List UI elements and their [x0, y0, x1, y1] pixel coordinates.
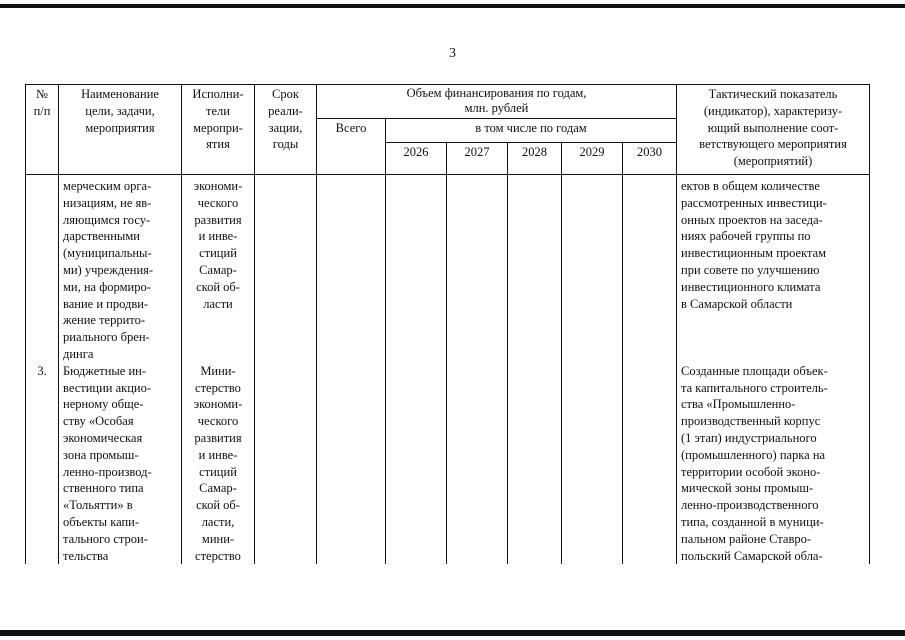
row-number: 3. [26, 363, 59, 565]
program-activities-table [25, 84, 870, 564]
row-indicator: Созданные площади объек- та капитального строитель- ства «Промышленно- производственный корпус (1 этап) индустриального (промышленного) парка на территории особой эконо- мической зоны промыш- ленно-производственного типа, созданной в муници- пальном районе Ставро- польский Самарской обла- [677, 363, 870, 565]
row-2027 [447, 363, 508, 565]
row-number [26, 175, 59, 363]
row-2029 [562, 175, 623, 363]
header-year-2029: 2029 [562, 143, 623, 175]
row-2030 [623, 363, 677, 565]
table-row [26, 175, 870, 363]
table-row [26, 363, 870, 565]
row-2027 [447, 175, 508, 363]
header-including-by-years: в том числе по годам [386, 119, 677, 143]
row-total [317, 363, 386, 565]
row-activity-name: Бюджетные ин- вестиции акцио- нерному обще- ству «Особая экономическая зона промыш- ленно-производ- ственного типа «Тольятти» в объекты капи- тального строи- тельства [59, 363, 182, 565]
row-executor: экономи- ческого развития и инве- стиций Самар- ской об- ласти [182, 175, 255, 363]
row-term [255, 175, 317, 363]
row-term [255, 363, 317, 565]
header-year-2030: 2030 [623, 143, 677, 175]
row-total [317, 175, 386, 363]
header-name: Наименование цели, задачи, мероприятия [59, 85, 182, 175]
row-2026 [386, 175, 447, 363]
header-total: Всего [317, 119, 386, 175]
row-executor: Мини- стерство экономи- ческого развития и инве- стиций Самар- ской об- ласти, мини- стерство [182, 363, 255, 565]
header-indicator: Тактический показатель (индикатор), характеризу- ющий выполнение соот- ветствующего мероприятия (мероприятий) [677, 85, 870, 175]
header-term: Срок реали- зации, годы [255, 85, 317, 175]
page-number: 3 [449, 46, 456, 61]
header-year-2028: 2028 [508, 143, 562, 175]
row-activity-name: мерческим орга- низациям, не яв- ляющимся госу- дарственными (муниципальны- ми) учреждения- ми, на формиро- вание и продви- жение террито- риального брен- динга [59, 175, 182, 363]
bottom-border-rule [0, 630, 905, 636]
row-2030 [623, 175, 677, 363]
header-year-2026: 2026 [386, 143, 447, 175]
row-2028 [508, 175, 562, 363]
top-border-rule [0, 4, 905, 8]
header-year-2027: 2027 [447, 143, 508, 175]
row-2026 [386, 363, 447, 565]
row-2029 [562, 363, 623, 565]
header-executors: Исполни- тели меропри- ятия [182, 85, 255, 175]
header-number: № п/п [26, 85, 59, 175]
row-indicator: ектов в общем количестве рассмотренных инвестици- онных проектов на заседа- ниях рабочей группы по инвестиционным проектам при совете по улучшению инвестиционного климата в Самарской области [677, 175, 870, 363]
row-2028 [508, 363, 562, 565]
header-funding: Объем финансирования по годам, млн. рублей [317, 85, 677, 119]
